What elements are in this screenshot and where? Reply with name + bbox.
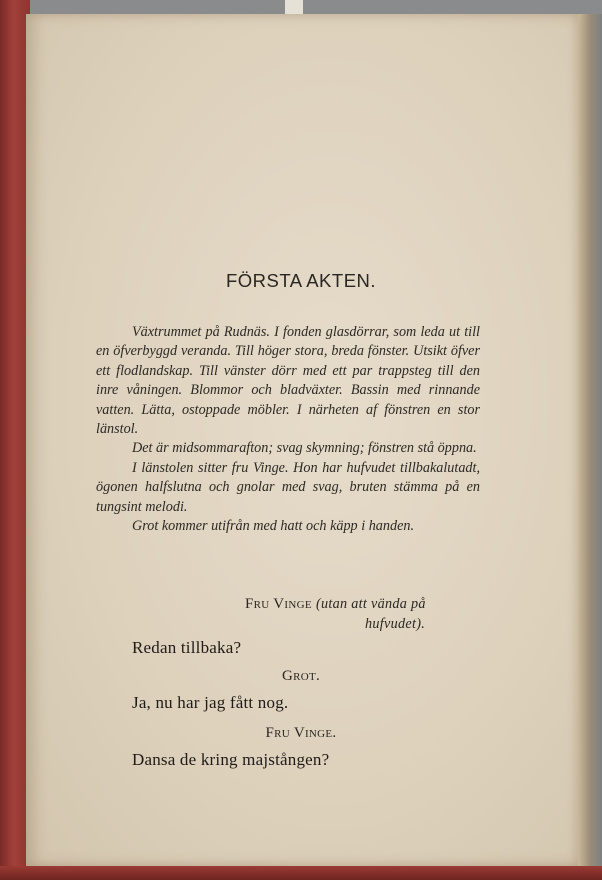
act-heading: FÖRSTA AKTEN. xyxy=(225,270,377,291)
dialogue-line: Ja, nu har jag fått nog. xyxy=(132,693,289,712)
speaker-direction-continued: hufvudet). xyxy=(365,616,426,632)
bookmark-tab xyxy=(285,0,303,14)
speaker-name xyxy=(245,596,426,613)
dialogue-line: Redan tillbaka? xyxy=(132,638,242,657)
speaker-label: Fru Vinge xyxy=(245,596,312,612)
speaker-name: Grot. xyxy=(281,668,321,684)
stage-direction-paragraph: Det är midsommarafton; svag skymning; fönstren stå öppna. xyxy=(132,440,477,457)
dialogue-line: Dansa de kring majstången? xyxy=(132,750,330,769)
speaker-name: Fru Vinge. xyxy=(265,725,337,741)
speaker-direction: (utan att vända på xyxy=(315,596,426,612)
book-cover-bottom xyxy=(0,866,602,880)
stage-direction-paragraph: Grot kommer utifrån med hatt och käpp i handen. xyxy=(132,518,415,535)
stage-directions xyxy=(96,323,480,536)
stage-direction-paragraph: I länstolen sitter fru Vinge. Hon har hufvudet tillbakalutadt, ögonen halfslutna och gnolar med svag, bruten stämma på en tungsint melodi. xyxy=(96,459,480,515)
stage-direction-paragraph: Växtrummet på Rudnäs. I fonden glasdörrar, som leda ut till en öfverbyggd veranda. Till höger stora, breda fönster. Utsikt öfver ett flodlandskap. Till vänster dörr med ett par trappsteg till den inre våningen. Blommor och bladväxter. Bassin med rinnande vatten. Lätta, ostoppade möbler. I närheten af fönstren en stor länstol. xyxy=(96,324,480,438)
